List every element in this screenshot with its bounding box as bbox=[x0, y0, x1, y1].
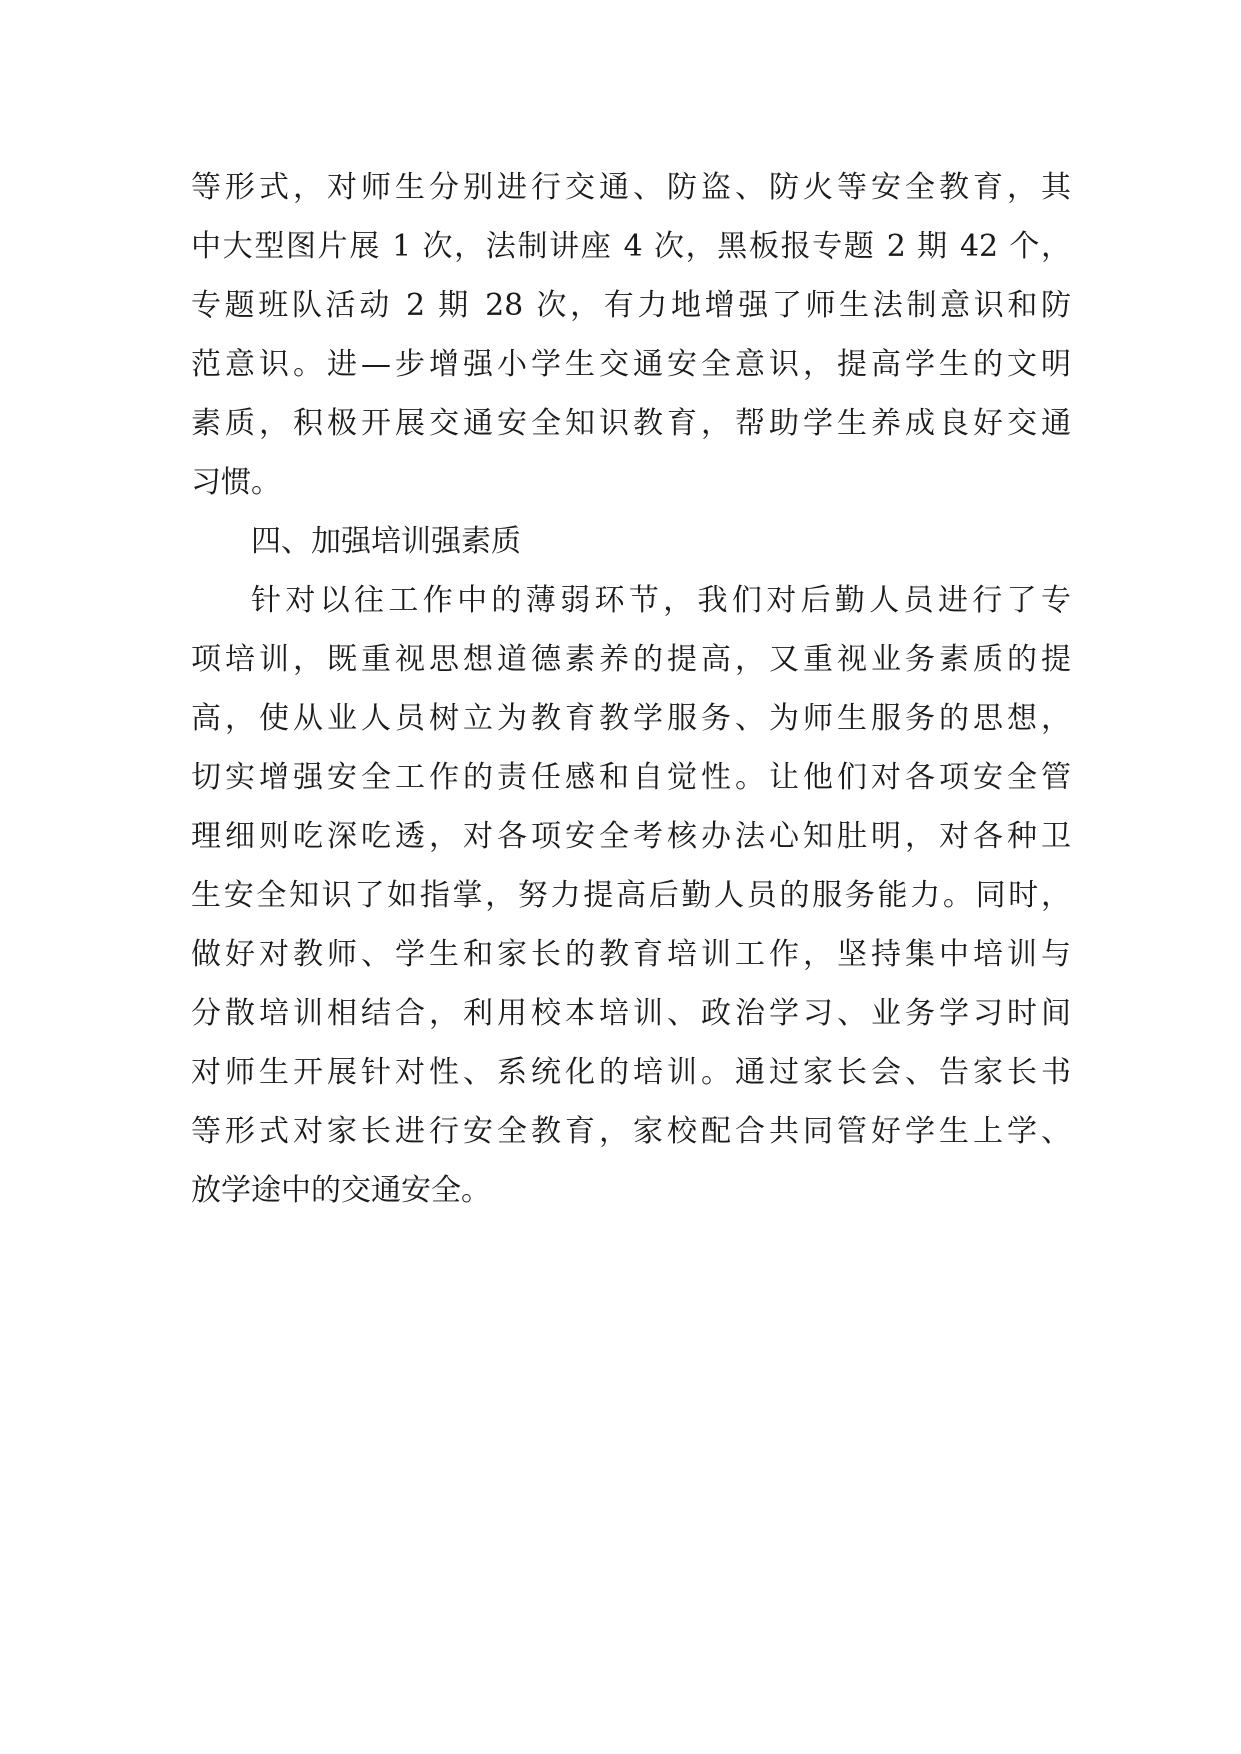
text-line: 习惯。 bbox=[191, 465, 281, 500]
section-heading: 四、加强培训强素质 bbox=[251, 524, 521, 559]
text-line: 中大型图片展 1 次，法制讲座 4 次，黑板报专题 2 期 42 个， bbox=[191, 229, 1071, 264]
paragraph-safety-education bbox=[191, 158, 1071, 512]
text-line: 对师生开展针对性、系统化的培训。通过家长会、告家长书 bbox=[191, 1055, 1071, 1090]
text-line: 专题班队活动 2 期 28 次，有力地增强了师生法制意识和防 bbox=[191, 288, 1071, 323]
text-line: 高，使从业人员树立为教育教学服务、为师生服务的思想， bbox=[191, 701, 1071, 736]
text-line: 生安全知识了如指掌，努力提高后勤人员的服务能力。同时， bbox=[191, 878, 1071, 913]
text-line: 分散培训相结合，利用校本培训、政治学习、业务学习时间 bbox=[191, 996, 1071, 1031]
paragraph-training bbox=[191, 571, 1071, 1220]
document-body bbox=[191, 158, 1071, 1220]
text-line: 范意识。进—步增强小学生交通安全意识，提高学生的文明 bbox=[191, 347, 1071, 382]
text-line: 理细则吃深吃透，对各项安全考核办法心知肚明，对各种卫 bbox=[191, 819, 1071, 854]
text-line: 等形式，对师生分别进行交通、防盗、防火等安全教育，其 bbox=[191, 170, 1071, 205]
text-line: 等形式对家长进行安全教育，家校配合共同管好学生上学、 bbox=[191, 1114, 1071, 1149]
text-line: 素质，积极开展交通安全知识教育，帮助学生养成良好交通 bbox=[191, 406, 1071, 441]
text-line: 做好对教师、学生和家长的教育培训工作，坚持集中培训与 bbox=[191, 937, 1071, 972]
text-line: 切实增强安全工作的责任感和自觉性。让他们对各项安全管 bbox=[191, 760, 1071, 795]
text-line: 针对以往工作中的薄弱环节，我们对后勤人员进行了专 bbox=[251, 583, 1071, 618]
text-line: 放学途中的交通安全。 bbox=[191, 1173, 491, 1208]
text-line: 项培训，既重视思想道德素养的提高，又重视业务素质的提 bbox=[191, 642, 1071, 677]
